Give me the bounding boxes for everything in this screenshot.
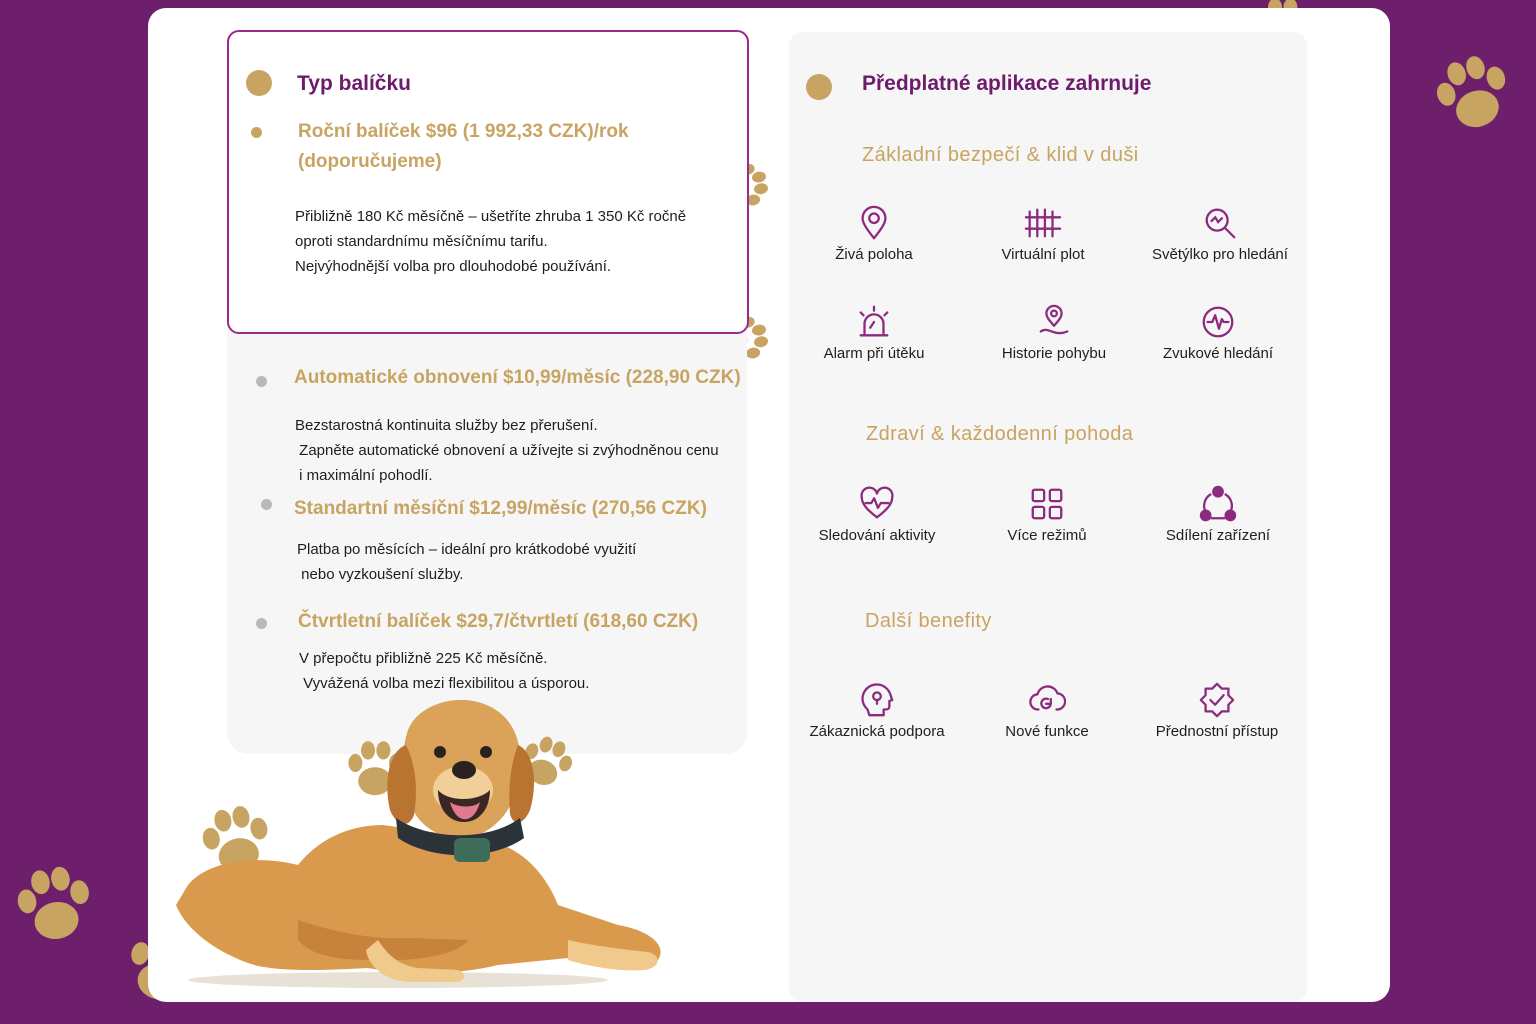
package-option-annual-title[interactable]: Roční balíček $96 (1 992,33 CZK)/rok (doporučujeme): [298, 121, 629, 172]
package-option-annual-description: [295, 204, 686, 279]
option-bullet: [251, 127, 262, 138]
search-light-icon: [1201, 204, 1239, 242]
feature-label: Nové funkce: [1005, 723, 1089, 740]
section-title-benefits: Další benefity: [865, 610, 992, 632]
feature-movement-history: [969, 303, 1139, 362]
feature-sound-search: [1133, 303, 1303, 362]
paw-print-icon: [1, 853, 108, 960]
description-line: i maximální pohodlí.: [295, 467, 433, 484]
feature-label: Živá poloha: [835, 246, 913, 263]
description-line: Vyvážená volba mezi flexibilitou a úsporou.: [299, 675, 590, 692]
heart-pulse-icon: [858, 485, 896, 523]
sound-wave-icon: [1199, 303, 1237, 341]
package-heading: Typ balíčku: [297, 72, 411, 95]
feature-label: Sledování aktivity: [818, 527, 936, 544]
package-option-quarterly-title[interactable]: Čtvrtletní balíček $29,7/čtvrtletí (618,60 CZK): [298, 611, 699, 632]
feature-label: Historie pohybu: [1001, 345, 1107, 362]
description-line: V přepočtu přibližně 225 Kč měsíčně.: [299, 650, 548, 667]
feature-search-light: [1135, 204, 1305, 263]
grid-modes-icon: [1028, 485, 1066, 523]
dog-image: [168, 690, 678, 990]
package-option-autorenew-description: [295, 413, 719, 488]
package-option-monthly-title[interactable]: Standartní měsíční $12,99/měsíc (270,56 CZK): [294, 498, 707, 519]
feature-new-features: [962, 681, 1132, 740]
feature-escape-alarm: [789, 303, 959, 362]
feature-label: Sdílení zařízení: [1165, 527, 1271, 544]
cloud-update-icon: [1028, 681, 1066, 719]
feature-label: Virtuální plot: [1001, 246, 1085, 263]
support-icon: [858, 681, 896, 719]
package-option-quarterly-description: [299, 646, 589, 696]
feature-label: Zákaznická podpora: [809, 723, 945, 740]
alarm-icon: [855, 303, 893, 341]
verified-badge-icon: [1198, 681, 1236, 719]
feature-label: Světýlko pro hledání: [1152, 246, 1288, 263]
subscription-heading: Předplatné aplikace zahrnuje: [862, 72, 1152, 95]
feature-label: Zvukové hledání: [1162, 345, 1274, 362]
feature-label: Alarm při útěku: [823, 345, 925, 362]
share-devices-icon: [1199, 485, 1237, 523]
section-bullet: [806, 74, 832, 100]
description-line: Platba po měsících – ideální pro krátkodobé využití: [297, 541, 637, 558]
package-option-monthly-description: [297, 537, 636, 587]
section-title-health: Zdraví & každodenní pohoda: [866, 423, 1134, 445]
description-line: oproti standardnímu měsíčnímu tarifu.: [295, 233, 548, 250]
option-bullet: [261, 499, 272, 510]
option-bullet: [256, 618, 267, 629]
feature-activity-tracking: [792, 485, 962, 544]
description-line: Bezstarostná kontinuita služby bez přerušení.: [295, 417, 598, 434]
location-pin-icon: [855, 204, 893, 242]
feature-multiple-modes: [962, 485, 1132, 544]
route-history-icon: [1035, 303, 1073, 341]
feature-label: Více režimů: [1007, 527, 1087, 544]
description-line: nebo vyzkoušení služby.: [297, 566, 464, 583]
description-line: Zapněte automatické obnovení a užívejte si zvýhodněnou cenu: [295, 442, 719, 459]
option-bullet: [256, 376, 267, 387]
feature-virtual-fence: [958, 204, 1128, 263]
feature-customer-support: [792, 681, 962, 740]
feature-priority-access: [1132, 681, 1302, 740]
feature-live-location: [789, 204, 959, 263]
fence-icon: [1024, 204, 1062, 242]
package-option-autorenew-title[interactable]: Automatické obnovení $10,99/měsíc (228,90 CZK): [294, 367, 741, 388]
description-line: Nejvýhodnější volba pro dlouhodobé používání.: [295, 258, 612, 275]
section-title-safety: Základní bezpečí & klid v duši: [862, 144, 1139, 166]
feature-device-sharing: [1133, 485, 1303, 544]
description-line: Přibližně 180 Kč měsíčně – ušetříte zhruba 1 350 Kč ročně: [295, 208, 687, 225]
paw-print-icon: [1416, 38, 1529, 151]
feature-label: Přednostní přístup: [1155, 723, 1279, 740]
section-bullet: [246, 70, 272, 96]
